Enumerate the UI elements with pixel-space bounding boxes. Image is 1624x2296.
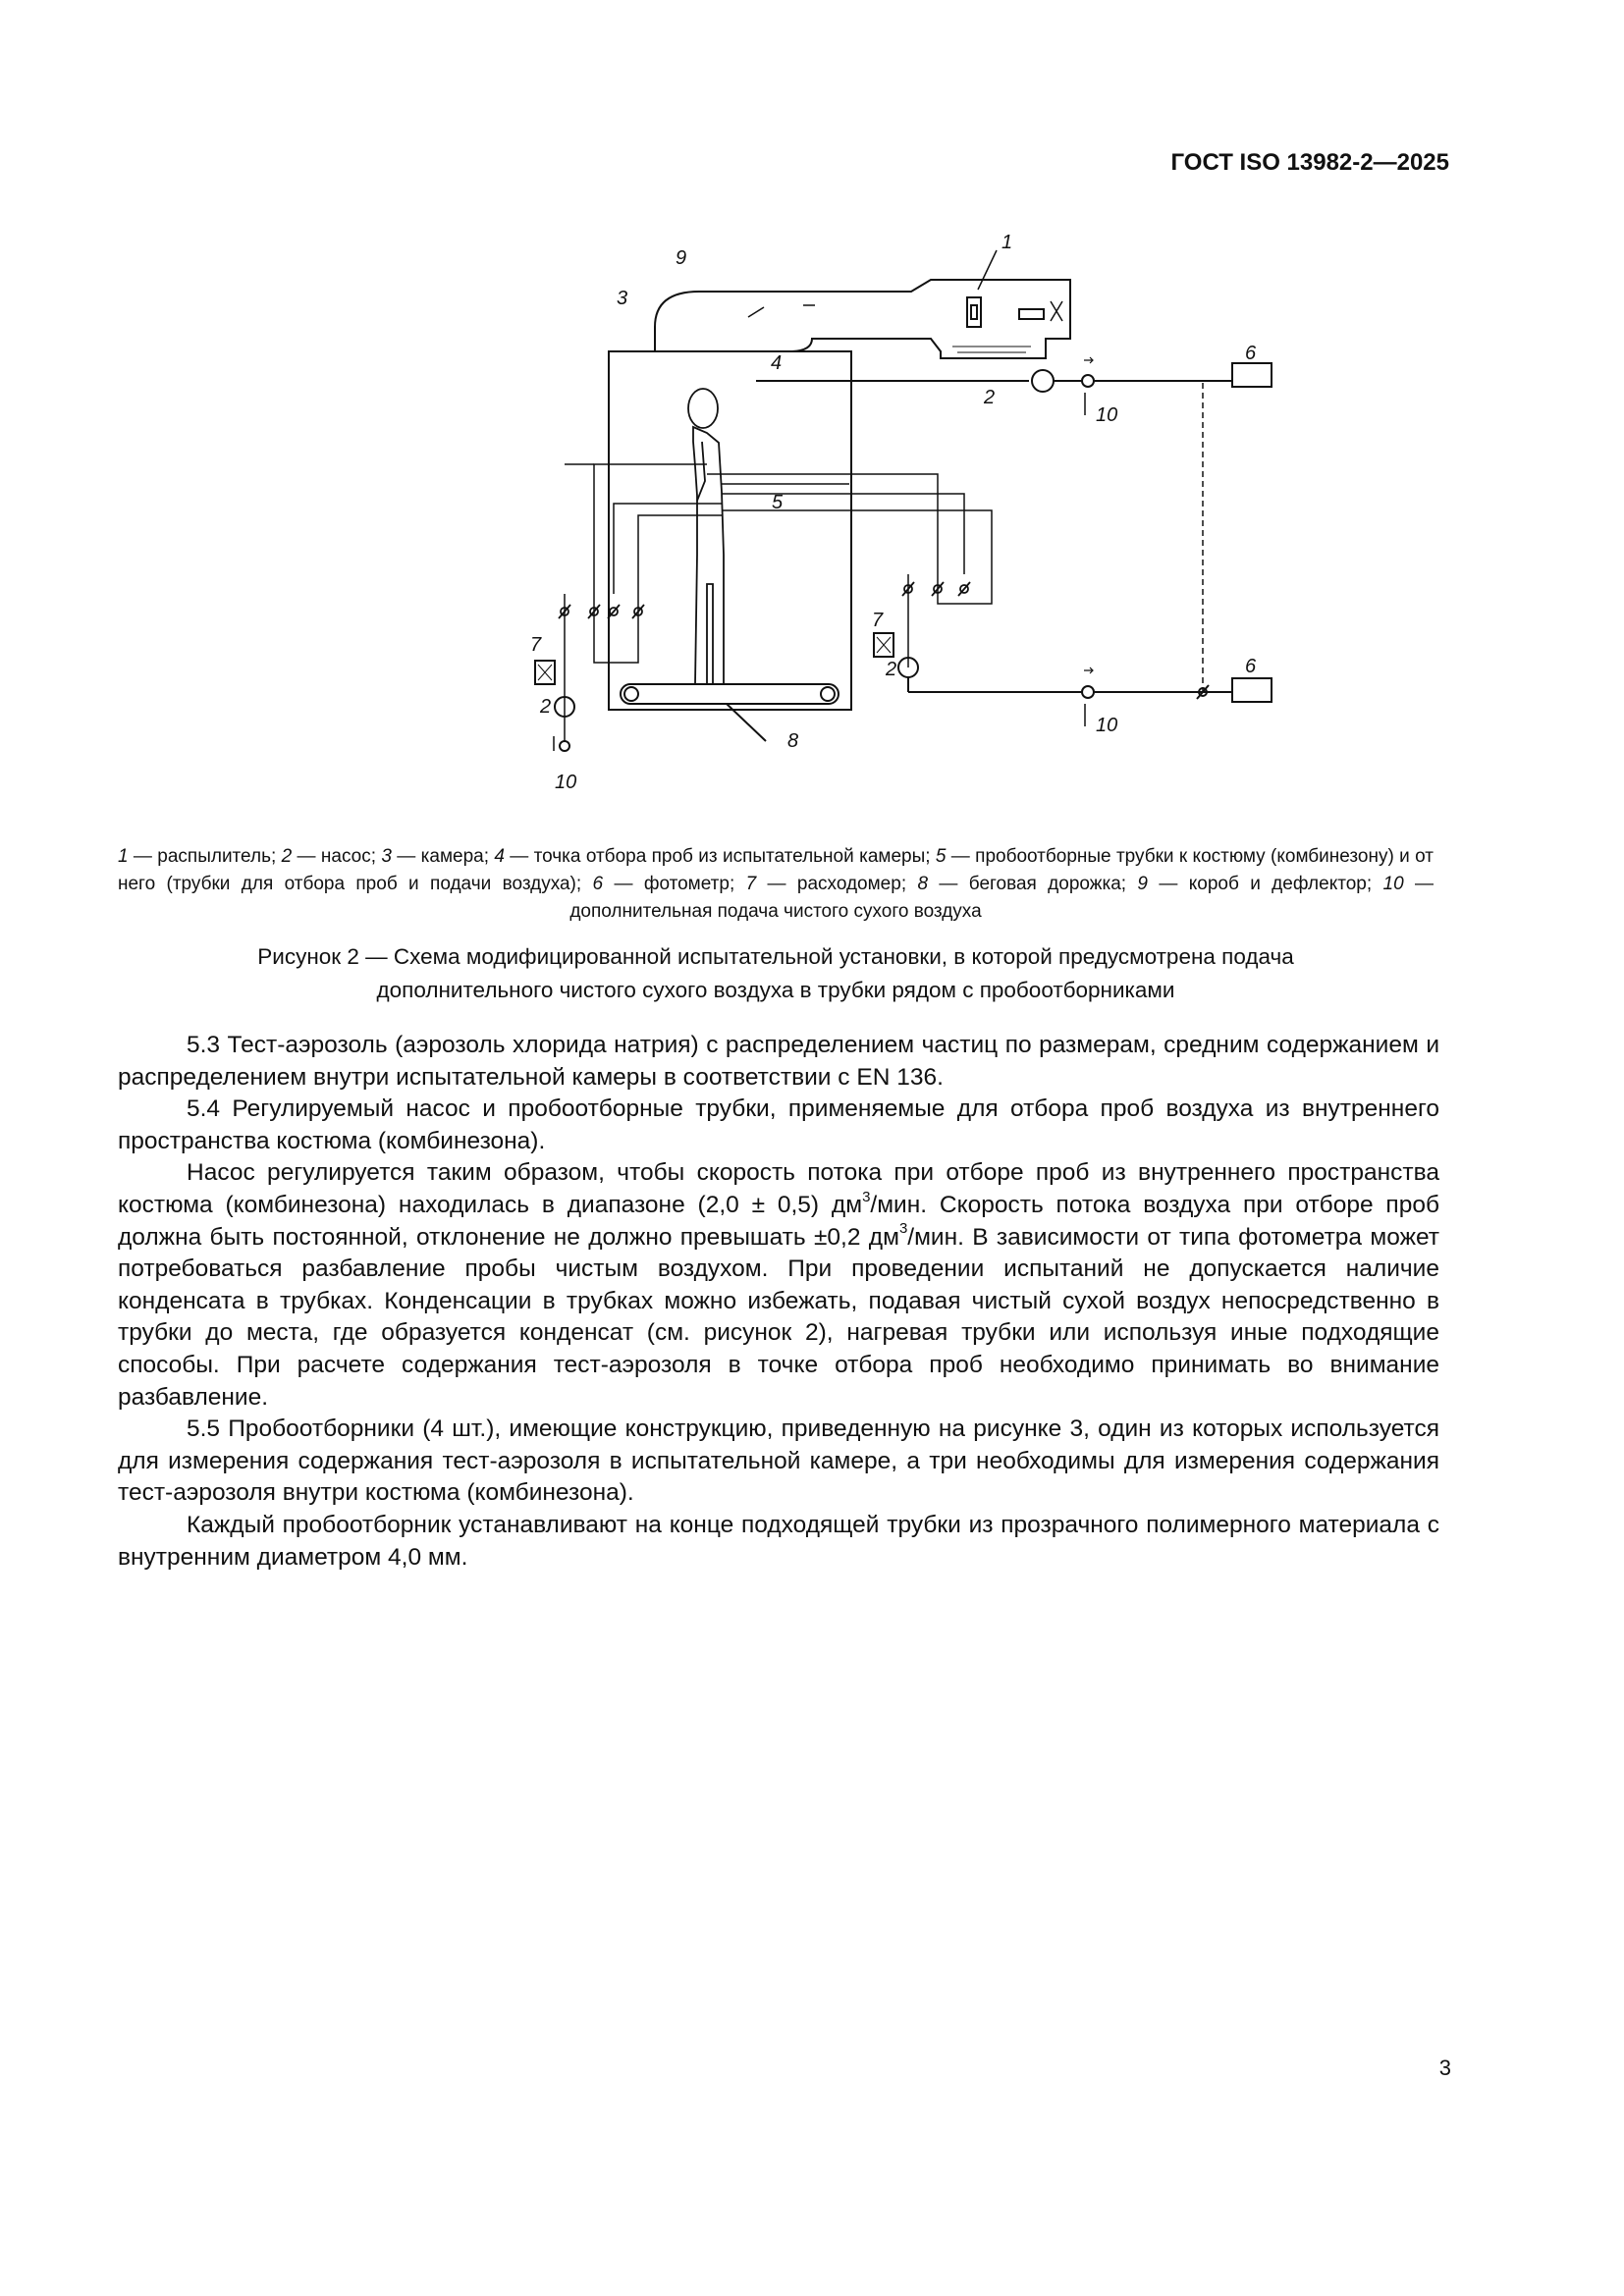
legend-item-6: 6 — фотометр; xyxy=(592,874,746,894)
page-number: 3 xyxy=(1438,2056,1451,2080)
label-7-left: 7 xyxy=(530,634,542,656)
label-4: 4 xyxy=(771,352,783,374)
paragraph-5-5: 5.5 Пробоотборники (4 шт.), имеющие конструкцию, приведенную на рисунке 3, один из которых используется для измерения содержания тест-аэрозоля в испытательной камере, а три необходимы для измерения содержания тест-аэрозоля внутри костюма (комбинезона). xyxy=(118,1415,1439,1507)
label-10-right-top: 10 xyxy=(1096,404,1118,426)
body-text xyxy=(118,1030,1439,1574)
label-8: 8 xyxy=(787,730,799,752)
label-2-left: 2 xyxy=(540,696,552,718)
person-in-suit xyxy=(688,389,724,684)
label-3: 3 xyxy=(617,288,628,309)
legend-item-8: 8 — беговая дорожка; xyxy=(917,874,1138,894)
legend-item-1: 1 — распылитель; xyxy=(118,846,282,867)
figure-2-schematic xyxy=(363,231,1257,820)
legend-item-10: 10 — дополнительная подача чистого сухого воздуха xyxy=(569,874,1435,922)
paragraph-sampler-install: Каждый пробоотборник устанавливают на конце подходящей трубки из прозрачного полимерного материала с внутренним диаметром 4,0 мм. xyxy=(118,1511,1439,1571)
label-2-right-bottom: 2 xyxy=(886,659,897,680)
air-inlet-left xyxy=(560,741,569,751)
test-chamber xyxy=(609,351,851,710)
photometer-top xyxy=(1232,363,1272,387)
pump-right-top xyxy=(1032,370,1054,392)
legend-item-9: 9 — короб и дефлектор; xyxy=(1137,874,1383,894)
label-9: 9 xyxy=(676,247,687,269)
label-6-bottom: 6 xyxy=(1245,656,1257,677)
label-6-top: 6 xyxy=(1245,343,1257,364)
legend-item-7: 7 — расходомер; xyxy=(745,874,918,894)
air-inlet-right-top xyxy=(1082,375,1094,387)
caption-line-1: Рисунок 2 — Схема модифицированной испытательной установки, в которой предусмотрена подача xyxy=(257,944,1294,969)
test-setup-diagram xyxy=(363,231,1257,820)
paragraph-5-4: 5.4 Регулируемый насос и пробоотборные трубки, применяемые для отбора проб воздуха из внутреннего пространства костюма (комбинезона). xyxy=(118,1095,1439,1154)
label-7-right: 7 xyxy=(872,610,884,631)
sprayer xyxy=(952,250,1062,352)
paragraph-pump-regulation: Насос регулируется таким образом, чтобы скорость потока при отборе проб из внутреннего пространства костюма (комбинезона) находилась в диапазоне (2,0 ± 0,5) $дм^3$/мин. Скорость потока воздуха при отборе проб должна быть постоянной, отклонение не должно превышать ±0,2 $дм^3$/мин. В зависимости от типа фотометра может потребоваться разбавление пробы чистым воздухом. При проведении испытаний не допускается наличие конденсата в трубках. Конденсации в трубках можно избежать, подавая чистый сухой воздух непосредственно в трубки до места, где образуется конденсат (см. рисунок 2), нагревая трубки или используя иные подходящие способы. При расчете содержания тест-аэрозоля в точке отбора проб необходимо принимать во внимание разбавление. xyxy=(118,1159,1439,1411)
label-2-right-top: 2 xyxy=(984,387,996,408)
legend-item-5: 5 — пробоотборные трубки к костюму (комбинезону) и от него (трубки для отбора проб и подачи воздуха); xyxy=(118,846,1434,894)
document-code: ГОСТ ISO 13982-2—2025 xyxy=(1170,149,1449,176)
label-5: 5 xyxy=(772,492,784,513)
label-10-right-bottom: 10 xyxy=(1096,715,1118,736)
caption-line-2: дополнительного чистого сухого воздуха в трубки рядом с пробоотборниками xyxy=(376,978,1175,1002)
legend-item-4: 4 — точка отбора проб из испытательной камеры; xyxy=(494,846,936,867)
figure-caption xyxy=(118,940,1434,1007)
legend-item-3: 3 — камера; xyxy=(381,846,495,867)
paragraph-5-3: 5.3 Тест-аэрозоль (аэрозоль хлорида натрия) с распределением частиц по размерам, средним содержанием и распределением внутри испытательной камеры в соответствии с EN 136. xyxy=(118,1032,1439,1091)
legend-item-2: 2 — насос; xyxy=(281,846,382,867)
air-inlet-right-bottom xyxy=(1082,686,1094,698)
label-10-left: 10 xyxy=(555,772,577,793)
label-1: 1 xyxy=(1001,232,1013,253)
figure-legend xyxy=(118,843,1434,926)
treadmill xyxy=(621,684,839,741)
photometer-bottom xyxy=(1232,678,1272,702)
